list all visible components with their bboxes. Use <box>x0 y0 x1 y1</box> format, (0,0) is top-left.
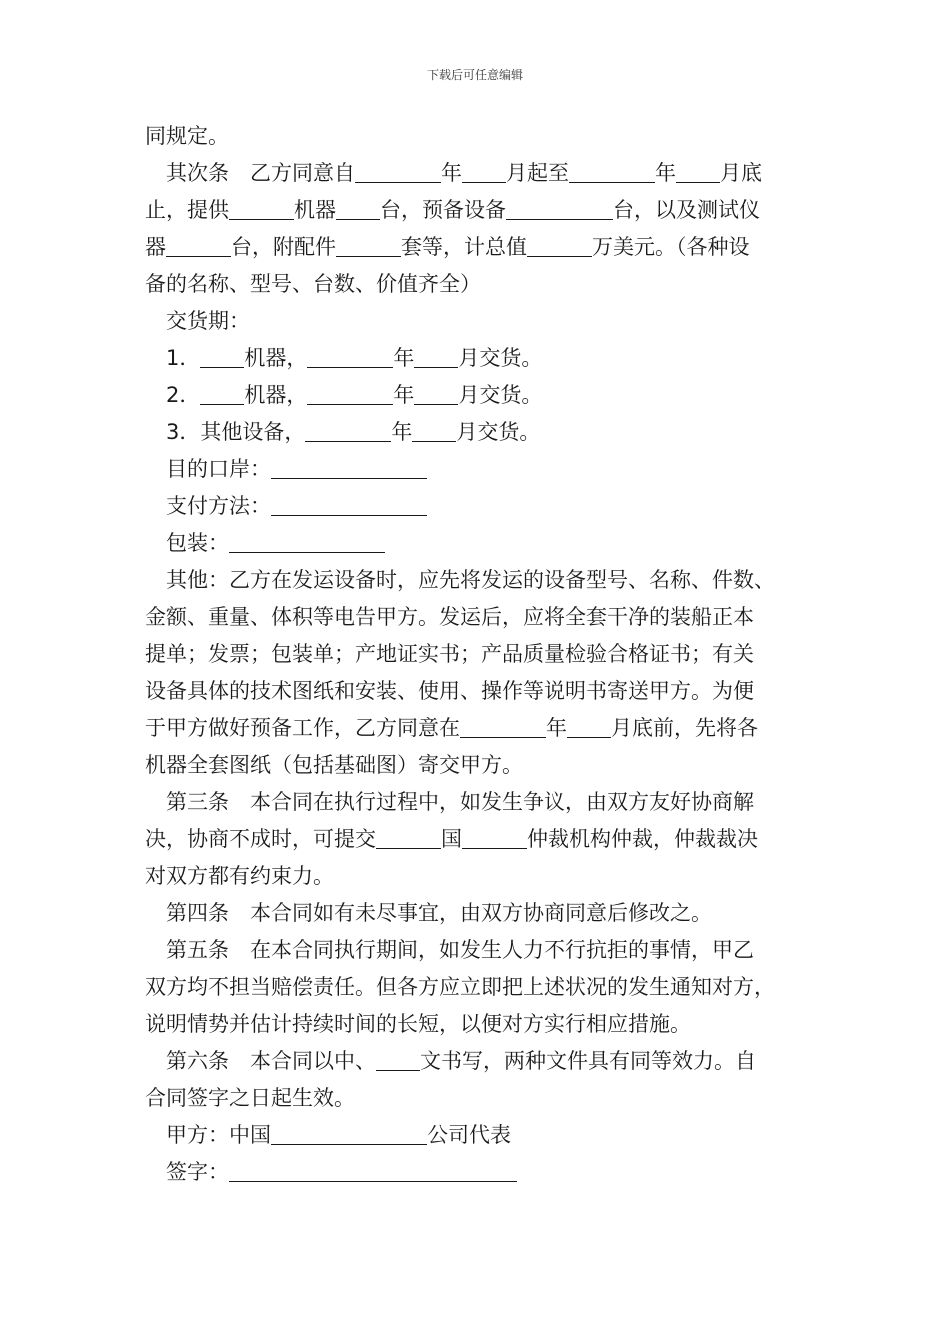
article-3-line-2: 决，协商不成时，可提交 国 仲裁机构仲裁，仲裁裁决 <box>145 827 758 851</box>
article-6-line-2: 合同签字之日起生效。 <box>145 1086 355 1110</box>
article-2-line-1: 其次条 乙方同意自 年 月起至 年 月底 <box>166 161 762 185</box>
blank-spare-equipment <box>506 199 613 220</box>
delivery-item-3: 3．其他设备， 年 月交货。 <box>166 420 541 444</box>
article-6-line-1: 第六条 本合同以中、 文书写，两种文件具有同等效力。自 <box>166 1049 756 1073</box>
blank-delivery-3-month <box>412 421 456 442</box>
article-5-line-3: 说明情势并估计持续时间的长短，以便对方实行相应措施。 <box>145 1012 691 1036</box>
article-2-line-4: 备的名称、型号、台数、价值齐全） <box>145 272 481 296</box>
article-5-line-2: 双方均不担当赔偿责任。但各方应立即把上述状况的发生通知对方， <box>145 975 775 999</box>
blank-signature <box>229 1161 517 1182</box>
blank-delivery-1-year <box>307 347 393 368</box>
blank-drawings-month <box>567 717 611 738</box>
blank-destination-port <box>271 458 427 479</box>
destination-port-line: 目的口岸： <box>145 451 813 488</box>
article-2-line-2: 止，提供 机器 台，预备设备 台，以及测试仪 <box>145 198 760 222</box>
other-line-1: 其他：乙方在发运设备时，应先将发运的设备型号、名称、件数、 <box>166 568 775 592</box>
blank-company-name <box>271 1124 427 1145</box>
other-line-4: 设备具体的技术图纸和安装、使用、操作等说明书寄送甲方。为便 <box>145 679 754 703</box>
blank-drawings-year <box>460 717 546 738</box>
blank-delivery-1-month <box>414 347 458 368</box>
blank-machine-units <box>336 199 380 220</box>
blank-other-language <box>376 1050 420 1071</box>
blank-accessories <box>336 236 401 257</box>
packing-line: 包装： <box>145 525 813 562</box>
other-line-6: 机器全套图纸（包括基础图）寄交甲方。 <box>145 753 523 777</box>
blank-arbitration-country <box>376 828 441 849</box>
blank-total-value <box>527 236 592 257</box>
other-line-2: 金额、重量、体积等电告甲方。发运后，应将全套干净的装船正本 <box>145 605 754 629</box>
blank-arbitration-body <box>462 828 527 849</box>
blank-end-year <box>569 162 655 183</box>
article-5-line-1: 第五条 在本合同执行期间，如发生人力不行抗拒的事情，甲乙 <box>166 938 754 962</box>
article-4: 第四条 本合同如有未尽事宜，由双方协商同意后修改之。 <box>166 901 712 925</box>
blank-delivery-2-year <box>307 384 393 405</box>
blank-test-instruments <box>166 236 231 257</box>
article-3-line-1: 第三条 本合同在执行过程中，如发生争议，由双方友好协商解 <box>166 790 754 814</box>
blank-end-month <box>676 162 720 183</box>
blank-start-month <box>462 162 506 183</box>
blank-start-year <box>355 162 441 183</box>
signature-line: 签字： <box>145 1154 813 1191</box>
article-2-line-3: 器 台，附配件 套等，计总值 万美元。（各种设 <box>145 235 750 259</box>
delivery-item-1: 1． 机器， 年 月交货。 <box>166 346 543 370</box>
delivery-item-2: 2． 机器， 年 月交货。 <box>166 383 543 407</box>
blank-machine-count <box>229 199 294 220</box>
other-line-3: 提单；发票；包装单；产地证实书；产品质量检验合格证书；有关 <box>145 642 754 666</box>
blank-payment-method <box>271 495 427 516</box>
blank-delivery-2-month <box>414 384 458 405</box>
other-line-5: 于甲方做好预备工作，乙方同意在 年 月底前，先将各 <box>145 716 758 740</box>
contract-body <box>145 118 813 1191</box>
delivery-label: 交货期： <box>166 309 250 333</box>
blank-packing <box>229 532 385 553</box>
blank-delivery-2-machine <box>200 384 244 405</box>
paragraph-continuation: 同规定。 <box>145 124 229 148</box>
article-3-line-3: 对双方都有约束力。 <box>145 864 334 888</box>
party-a-line: 甲方：中国 公司代表 <box>166 1123 511 1147</box>
blank-delivery-3-year <box>305 421 391 442</box>
blank-delivery-1-machine <box>200 347 244 368</box>
payment-method-line: 支付方法： <box>145 488 813 525</box>
page-header: 下载后可任意编辑 <box>426 68 523 82</box>
